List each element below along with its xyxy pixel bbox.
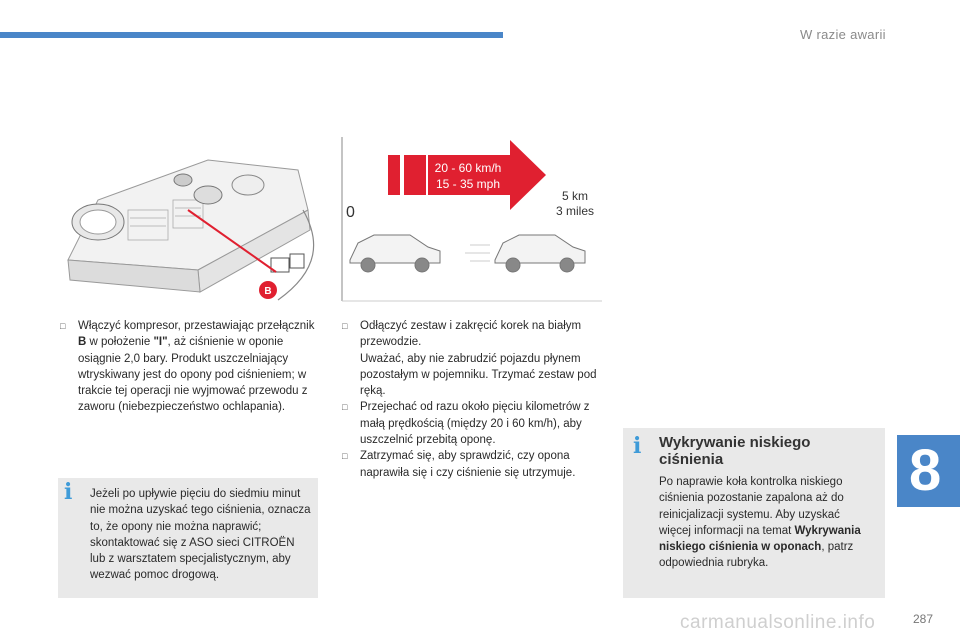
list-item: □ Zatrzymać się, aby sprawdzić, czy opona naprawiła się i czy ciśnienie się utrzymuje. <box>342 450 576 479</box>
distance-km-label: 5 km <box>562 189 589 203</box>
car-moving-icon <box>495 235 585 272</box>
list-item: □ Przejechać od razu około pięciu kilometrów z małą prędkością (między 20 i 60 km/h), aby uszczelnić przebitą oponę. <box>342 401 590 447</box>
speed-kmh-label: 20 - 60 km/h <box>434 161 502 175</box>
square-bullet-icon: □ <box>342 321 348 331</box>
info-box-low-pressure <box>623 428 885 598</box>
instructions-column-right <box>342 318 608 481</box>
info-icon: i <box>64 479 73 505</box>
distance-miles-label: 3 miles <box>556 204 595 218</box>
instructions-column-left <box>60 318 322 416</box>
info-box-title: Wykrywanie niskiego ciśnienia <box>659 434 811 468</box>
section-title: W razie awarii <box>800 27 886 42</box>
start-label: 0 <box>346 204 355 221</box>
page-number: 287 <box>913 612 934 626</box>
watermark: carmanualsonline.info <box>680 612 876 633</box>
info-box-text: Jeżeli po upływie pięciu do siedmiu minut nie można uzyskać tego ciśnienia, oznacza to, że opony nie można naprawić; skontaktować się z ASO sieci CITROËN lub z warsztatem specjalistycznym, aby wezwać pomoc drogową. <box>90 488 311 582</box>
info-icon: i <box>633 433 642 459</box>
chapter-tab: 8 <box>897 435 960 507</box>
info-box-repair-failed <box>58 478 318 598</box>
top-accent-bar <box>0 32 503 38</box>
square-bullet-icon: □ <box>342 402 348 413</box>
switch-letter-label: B <box>264 286 272 297</box>
speed-distance-illustration <box>340 135 602 303</box>
square-bullet-icon: □ <box>60 321 66 331</box>
car-start-icon <box>350 235 440 272</box>
compressor-illustration <box>58 140 320 308</box>
list-item: □ Odłączyć zestaw i zakręcić korek na białym przewodzie. Uważać, aby nie zabrudzić pojazdu płynem pozostałym w pojemniku. Trzymać zestaw pod ręką. <box>342 320 597 398</box>
speed-mph-label: 15 - 35 mph <box>435 177 501 191</box>
info-box-text: Po naprawie koła kontrolka niskiego ciśnienia pozostanie zapalona aż do reinicjalizacji systemu. Aby uzyskać więcej informacji na temat Wykrywania niskiego ciśnienia w oponach, patrz odpowiednia rubryka. <box>659 476 861 570</box>
list-item: □ Włączyć kompresor, przestawiając przełącznik B w położenie "I", aż ciśnienie w oponie osiągnie 2,0 bary. Produkt uszczelniający wtryskiwany jest do opony pod ciśnieniem; w trakcie tej operacji nie wyjmować przewodu z zaworu (niebezpieczeństwo ochlapania). <box>60 320 315 414</box>
square-bullet-icon: □ <box>342 451 348 462</box>
